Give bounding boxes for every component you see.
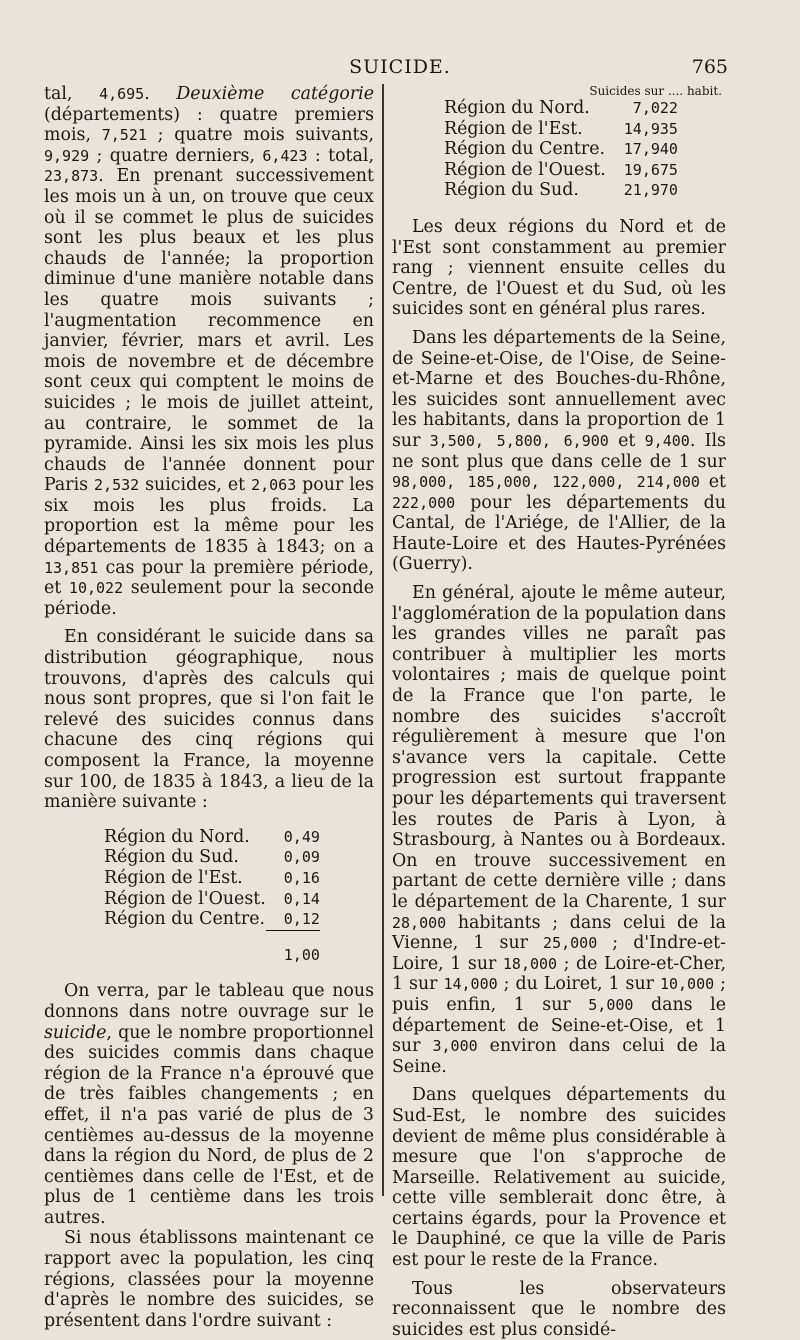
table-row: Région de l'Est. 0,16 [104,867,320,888]
right-paragraph-4: Dans quelques départements du Sud-Est, le nombre des suicides devient de même plus considérable à mesure que l'on s'approche de Marseille. Relativement au suicide, cette ville semblerait donc être, à certains égards, pour la Provence et le Dauphiné, ce que la ville de Paris est pour le reste de la France. [392,1085,726,1271]
region-rate-table [444,98,678,201]
table-row: Région du Centre. 0,12 [104,909,320,930]
page-header [0,56,800,86]
table-row: Région de l'Est. 14,935 [444,118,678,139]
table-row: Région du Nord. 0,49 [104,826,320,847]
right-paragraph-1: Les deux régions du Nord et de l'Est sont constamment au premier rang ; viennent ensuite celles du Centre, de l'Ouest et du Sud, où les suicides sont en général plus rares. [392,216,726,320]
table-row: Région du Sud. 0,09 [104,847,320,868]
right-paragraph-3: En général, ajoute le même auteur, l'agglomération de la population dans les grandes villes ne paraît pas contribuer à multiplier les morts volontaires ; mais de quelque point de la France que l'on parte, le nombre des suicides s'accroît régulièrement à mesure que l'on s'avance vers la capitale. Cette progression est surtout frappante pour les départements qui traversent les routes de Paris à Lyon, à Strasbourg, à Nantes ou à Bordeaux. On en trouve successivement en partant de cette dernière ville ; dans le département de la Charente, 1 sur 28,000 habitants ; dans celui de la Vienne, 1 sur 25,000 ; d'Indre-et-Loire, 1 sur 18,000 ; de Loire-et-Cher, 1 sur 14,000 ; du Loiret, 1 sur 10,000 ; puis enfin, 1 sur 5,000 dans le département de Seine-et-Oise, et 1 sur 3,000 environ dans celui de la Seine. [392,583,727,1077]
table-row: Région du Centre. 17,940 [444,139,678,160]
table-header-note: Suicides sur .... habit. [589,84,722,98]
column-divider [382,84,384,1196]
left-paragraph-1: tal, 4,695. Deuxième catégorie (départements) : quatre premiers mois, 7,521 ; quatre mois suivants, 9,929 ; quatre derniers, 6,423 : total, 23,873. En prenant successivement les mois un à un, on trouve que ceux où il se commet le plus de suicides sont les plus beaux et les plus chauds de l'année; la proportion diminue d'une manière notable dans les quatre mois suivants ; l'augmentation recommence en janvier, février, mars et avril. Les mois de novembre et de décembre sont ceux qui comptent le moins de suicides ; le mois de juillet atteint, au contraire, le sommet de la pyramide. Ainsi les six mois les plus chauds de l'année donnent pour Paris 2,532 suicides, et 2,063 pour les six mois les plus froids. La proportion est la même pour les départements de 1835 à 1843; on a 13,851 cas pour la première période, et 10,022 seulement pour la seconde période. [44,84,374,619]
table-total-row: 1,00 [104,930,320,965]
table-row: Région du Nord. 7,022 [444,98,678,118]
region-proportion-table [104,827,320,966]
left-paragraph-3: On verra, par le tableau que nous donnons dans notre ouvrage sur le suicide, que le nombre proportionnel des suicides commis dans chaque région de la France n'a éprouvé que de très faibles changements ; en effet, il n'a pas varié de plus de 3 centièmes au-dessus de la moyenne dans la région du Nord, de plus de 2 centièmes dans celle de l'Est, et de plus de 1 centième dans les trois autres. [44,981,374,1228]
left-paragraph-4: Si nous établissons maintenant ce rapport avec la population, les cinq régions, classées pour la moyenne d'après le nombre des suicides, se présentent dans l'ordre suivant : [44,1228,374,1331]
right-paragraph-2: Dans les départements de la Seine, de Seine-et-Oise, de l'Oise, de Seine-et-Marne et des Bouches-du-Rhône, les suicides sont annuellement avec les habitants, dans la proportion de 1 sur 3,500, 5,800, 6,900 et 9,400. Ils ne sont plus que dans celle de 1 sur 98,000, 185,000, 122,000, 214,000 et 222,000 pour les départements du Cantal, de l'Ariége, de l'Allier, de la Haute-Loire et des Hautes-Pyrénées (Guerry). [392,327,727,575]
table-row: Région de l'Ouest. 0,14 [104,888,320,909]
left-column [44,84,374,1331]
running-title: SUICIDE. [349,56,451,78]
page-number: 765 [691,56,728,78]
left-paragraph-2: En considérant le suicide dans sa distribution géographique, nous trouvons, d'après des calculs qui nous sont propres, que si l'on fait le relevé des suicides connus dans chacune des cinq régions qui composent la France, la moyenne sur 100, de 1835 à 1843, a lieu de la manière suivante : [44,627,374,813]
table-row: Région du Sud. 21,970 [444,180,678,201]
table-row: Région de l'Ouest. 19,675 [444,159,678,180]
right-paragraph-5: Tous les observateurs reconnaissent que le nombre des suicides est plus considé- [392,1278,726,1340]
right-column [392,84,726,1340]
